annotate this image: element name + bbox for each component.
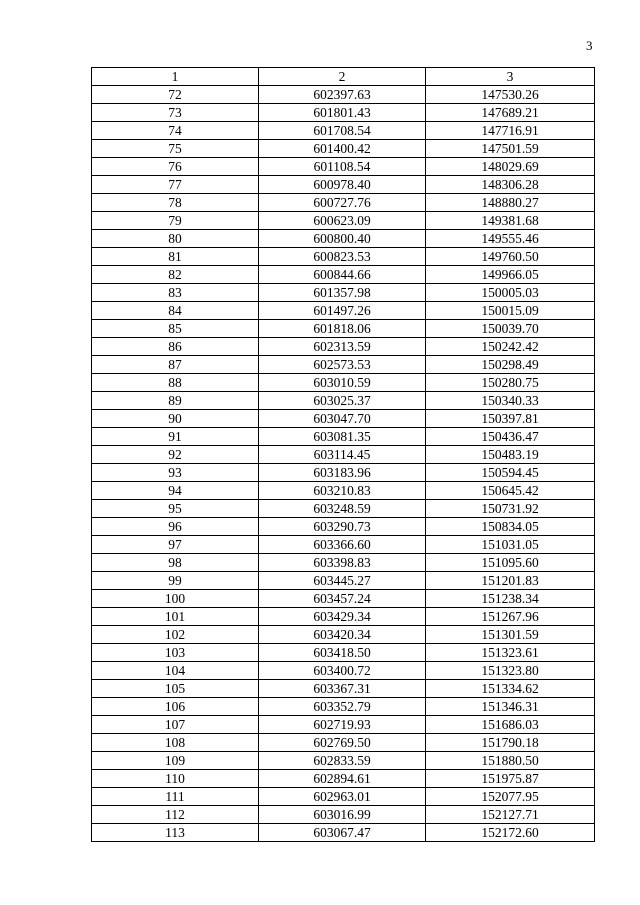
- cell-x: 601108.54: [259, 158, 426, 176]
- cell-number: 92: [92, 446, 259, 464]
- cell-x: 603210.83: [259, 482, 426, 500]
- cell-x: 602397.63: [259, 86, 426, 104]
- cell-number: 75: [92, 140, 259, 158]
- cell-y: 150397.81: [426, 410, 595, 428]
- cell-x: 603418.50: [259, 644, 426, 662]
- cell-number: 105: [92, 680, 259, 698]
- cell-x: 603081.35: [259, 428, 426, 446]
- cell-y: 151975.87: [426, 770, 595, 788]
- cell-x: 601708.54: [259, 122, 426, 140]
- cell-y: 151095.60: [426, 554, 595, 572]
- cell-x: 602573.53: [259, 356, 426, 374]
- cell-x: 603248.59: [259, 500, 426, 518]
- table-row: [92, 662, 595, 680]
- cell-x: 602894.61: [259, 770, 426, 788]
- table-row: [92, 392, 595, 410]
- cell-number: 110: [92, 770, 259, 788]
- cell-y: 150645.42: [426, 482, 595, 500]
- table-row: [92, 410, 595, 428]
- column-header-y: 3: [426, 68, 595, 86]
- cell-x: 603016.99: [259, 806, 426, 824]
- cell-x: 600727.76: [259, 194, 426, 212]
- table-row: [92, 140, 595, 158]
- cell-y: 150005.03: [426, 284, 595, 302]
- table-row: [92, 122, 595, 140]
- table-row: [92, 86, 595, 104]
- cell-x: 600844.66: [259, 266, 426, 284]
- cell-y: 151267.96: [426, 608, 595, 626]
- cell-x: 602719.93: [259, 716, 426, 734]
- cell-x: 602769.50: [259, 734, 426, 752]
- cell-y: 149760.50: [426, 248, 595, 266]
- table-row: [92, 284, 595, 302]
- cell-number: 77: [92, 176, 259, 194]
- cell-x: 602833.59: [259, 752, 426, 770]
- cell-number: 85: [92, 320, 259, 338]
- table-row: [92, 464, 595, 482]
- table-row: [92, 716, 595, 734]
- table-row: [92, 536, 595, 554]
- cell-y: 148029.69: [426, 158, 595, 176]
- cell-number: 107: [92, 716, 259, 734]
- table-row: [92, 230, 595, 248]
- cell-y: 151686.03: [426, 716, 595, 734]
- cell-y: 148306.28: [426, 176, 595, 194]
- table-row: [92, 104, 595, 122]
- cell-y: 150436.47: [426, 428, 595, 446]
- cell-number: 90: [92, 410, 259, 428]
- cell-number: 89: [92, 392, 259, 410]
- cell-number: 97: [92, 536, 259, 554]
- cell-x: 600623.09: [259, 212, 426, 230]
- cell-y: 150242.42: [426, 338, 595, 356]
- table-row: [92, 806, 595, 824]
- cell-y: 150483.19: [426, 446, 595, 464]
- cell-x: 600800.40: [259, 230, 426, 248]
- cell-x: 603352.79: [259, 698, 426, 716]
- table-row: [92, 752, 595, 770]
- cell-number: 101: [92, 608, 259, 626]
- table-row: [92, 482, 595, 500]
- table-row: [92, 320, 595, 338]
- table-row: [92, 680, 595, 698]
- table-row: [92, 626, 595, 644]
- cell-number: 78: [92, 194, 259, 212]
- cell-number: 106: [92, 698, 259, 716]
- cell-y: 151323.61: [426, 644, 595, 662]
- table-row: [92, 194, 595, 212]
- cell-number: 103: [92, 644, 259, 662]
- table-row: [92, 176, 595, 194]
- table-row: [92, 500, 595, 518]
- cell-y: 150340.33: [426, 392, 595, 410]
- table-row: [92, 356, 595, 374]
- cell-y: 151031.05: [426, 536, 595, 554]
- table-row: [92, 572, 595, 590]
- cell-y: 152172.60: [426, 824, 595, 842]
- table-row: [92, 590, 595, 608]
- cell-y: 151301.59: [426, 626, 595, 644]
- cell-y: 151238.34: [426, 590, 595, 608]
- coordinates-table: [91, 67, 595, 842]
- cell-y: 152127.71: [426, 806, 595, 824]
- cell-number: 83: [92, 284, 259, 302]
- cell-x: 603366.60: [259, 536, 426, 554]
- cell-y: 150039.70: [426, 320, 595, 338]
- cell-x: 600823.53: [259, 248, 426, 266]
- cell-x: 601357.98: [259, 284, 426, 302]
- cell-x: 603067.47: [259, 824, 426, 842]
- cell-x: 601400.42: [259, 140, 426, 158]
- table-row: [92, 554, 595, 572]
- table-row: [92, 518, 595, 536]
- cell-number: 100: [92, 590, 259, 608]
- cell-number: 104: [92, 662, 259, 680]
- cell-number: 102: [92, 626, 259, 644]
- cell-number: 94: [92, 482, 259, 500]
- table-header-row: [92, 68, 595, 86]
- cell-number: 80: [92, 230, 259, 248]
- cell-y: 147501.59: [426, 140, 595, 158]
- cell-x: 603367.31: [259, 680, 426, 698]
- table-row: [92, 158, 595, 176]
- cell-number: 76: [92, 158, 259, 176]
- cell-x: 603445.27: [259, 572, 426, 590]
- table-row: [92, 302, 595, 320]
- cell-x: 603398.83: [259, 554, 426, 572]
- cell-number: 82: [92, 266, 259, 284]
- cell-x: 601818.06: [259, 320, 426, 338]
- cell-number: 81: [92, 248, 259, 266]
- cell-x: 600978.40: [259, 176, 426, 194]
- table-row: [92, 770, 595, 788]
- cell-y: 149381.68: [426, 212, 595, 230]
- cell-y: 150834.05: [426, 518, 595, 536]
- cell-y: 151346.31: [426, 698, 595, 716]
- cell-number: 72: [92, 86, 259, 104]
- cell-number: 87: [92, 356, 259, 374]
- cell-x: 603420.34: [259, 626, 426, 644]
- table-row: [92, 734, 595, 752]
- cell-x: 603183.96: [259, 464, 426, 482]
- cell-x: 603010.59: [259, 374, 426, 392]
- table-row: [92, 446, 595, 464]
- cell-y: 150015.09: [426, 302, 595, 320]
- table-row: [92, 824, 595, 842]
- cell-x: 602963.01: [259, 788, 426, 806]
- cell-y: 149966.05: [426, 266, 595, 284]
- cell-y: 150594.45: [426, 464, 595, 482]
- cell-y: 150731.92: [426, 500, 595, 518]
- cell-number: 74: [92, 122, 259, 140]
- cell-number: 112: [92, 806, 259, 824]
- cell-x: 603047.70: [259, 410, 426, 428]
- cell-number: 84: [92, 302, 259, 320]
- table-row: [92, 698, 595, 716]
- cell-number: 108: [92, 734, 259, 752]
- cell-x: 603429.34: [259, 608, 426, 626]
- cell-x: 603290.73: [259, 518, 426, 536]
- cell-number: 109: [92, 752, 259, 770]
- table-row: [92, 608, 595, 626]
- cell-y: 151201.83: [426, 572, 595, 590]
- cell-number: 79: [92, 212, 259, 230]
- table-body: [92, 86, 595, 842]
- cell-x: 603400.72: [259, 662, 426, 680]
- cell-number: 111: [92, 788, 259, 806]
- table-row: [92, 338, 595, 356]
- cell-number: 99: [92, 572, 259, 590]
- cell-y: 151790.18: [426, 734, 595, 752]
- table-row: [92, 212, 595, 230]
- column-header-number: 1: [92, 68, 259, 86]
- cell-y: 148880.27: [426, 194, 595, 212]
- cell-x: 602313.59: [259, 338, 426, 356]
- cell-number: 88: [92, 374, 259, 392]
- cell-x: 601497.26: [259, 302, 426, 320]
- cell-y: 147530.26: [426, 86, 595, 104]
- cell-number: 93: [92, 464, 259, 482]
- cell-number: 91: [92, 428, 259, 446]
- cell-y: 147716.91: [426, 122, 595, 140]
- cell-y: 151334.62: [426, 680, 595, 698]
- cell-y: 147689.21: [426, 104, 595, 122]
- table-row: [92, 266, 595, 284]
- cell-x: 603114.45: [259, 446, 426, 464]
- cell-y: 151880.50: [426, 752, 595, 770]
- cell-y: 152077.95: [426, 788, 595, 806]
- table-row: [92, 374, 595, 392]
- page-number: 3: [586, 38, 593, 53]
- cell-y: 151323.80: [426, 662, 595, 680]
- table-row: [92, 428, 595, 446]
- cell-x: 603025.37: [259, 392, 426, 410]
- cell-y: 149555.46: [426, 230, 595, 248]
- cell-y: 150298.49: [426, 356, 595, 374]
- table-row: [92, 788, 595, 806]
- cell-number: 98: [92, 554, 259, 572]
- cell-x: 603457.24: [259, 590, 426, 608]
- cell-number: 95: [92, 500, 259, 518]
- cell-y: 150280.75: [426, 374, 595, 392]
- column-header-x: 2: [259, 68, 426, 86]
- cell-number: 113: [92, 824, 259, 842]
- table-row: [92, 248, 595, 266]
- cell-number: 96: [92, 518, 259, 536]
- table-row: [92, 644, 595, 662]
- cell-x: 601801.43: [259, 104, 426, 122]
- cell-number: 86: [92, 338, 259, 356]
- cell-number: 73: [92, 104, 259, 122]
